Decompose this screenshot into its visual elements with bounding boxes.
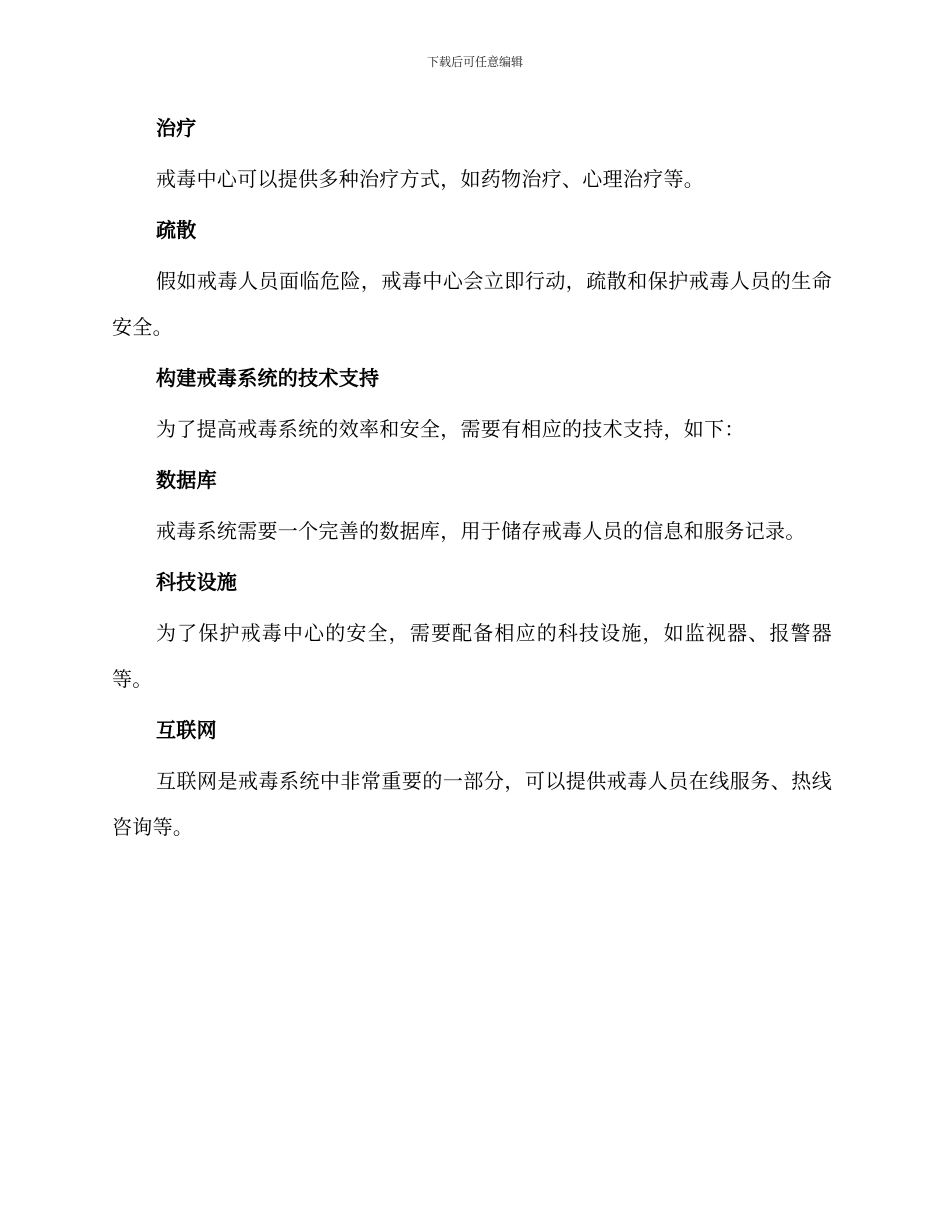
section-internet <box>112 711 832 850</box>
section-tech-facilities <box>112 563 832 702</box>
section-heading: 治疗 <box>156 116 197 140</box>
section-paragraph: 戒毒系统需要一个完善的数据库，用于储存戒毒人员的信息和服务记录。 <box>156 519 806 543</box>
document-body <box>112 109 832 859</box>
section-treatment <box>112 109 832 202</box>
section-paragraph: 为了保护戒毒中心的安全，需要配备相应的科技设施，如监视器、报警器等。 <box>112 621 832 691</box>
section-heading: 互联网 <box>156 718 217 742</box>
section-heading: 数据库 <box>156 468 217 492</box>
page-header: 下载后可任意编辑 <box>426 55 523 69</box>
section-database <box>112 461 832 554</box>
section-paragraph: 戒毒中心可以提供多种治疗方式，如药物治疗、心理治疗等。 <box>156 167 705 191</box>
section-paragraph: 假如戒毒人员面临危险，戒毒中心会立即行动，疏散和保护戒毒人员的生命安全。 <box>112 269 832 339</box>
section-technical-support <box>112 359 832 452</box>
section-heading: 疏散 <box>156 218 197 242</box>
section-paragraph: 互联网是戒毒系统中非常重要的一部分，可以提供戒毒人员在线服务、热线咨询等。 <box>112 769 832 839</box>
section-evacuation <box>112 211 832 350</box>
section-paragraph: 为了提高戒毒系统的效率和安全，需要有相应的技术支持，如下： <box>156 417 745 441</box>
section-heading: 科技设施 <box>156 570 238 594</box>
section-heading: 构建戒毒系统的技术支持 <box>156 366 380 390</box>
